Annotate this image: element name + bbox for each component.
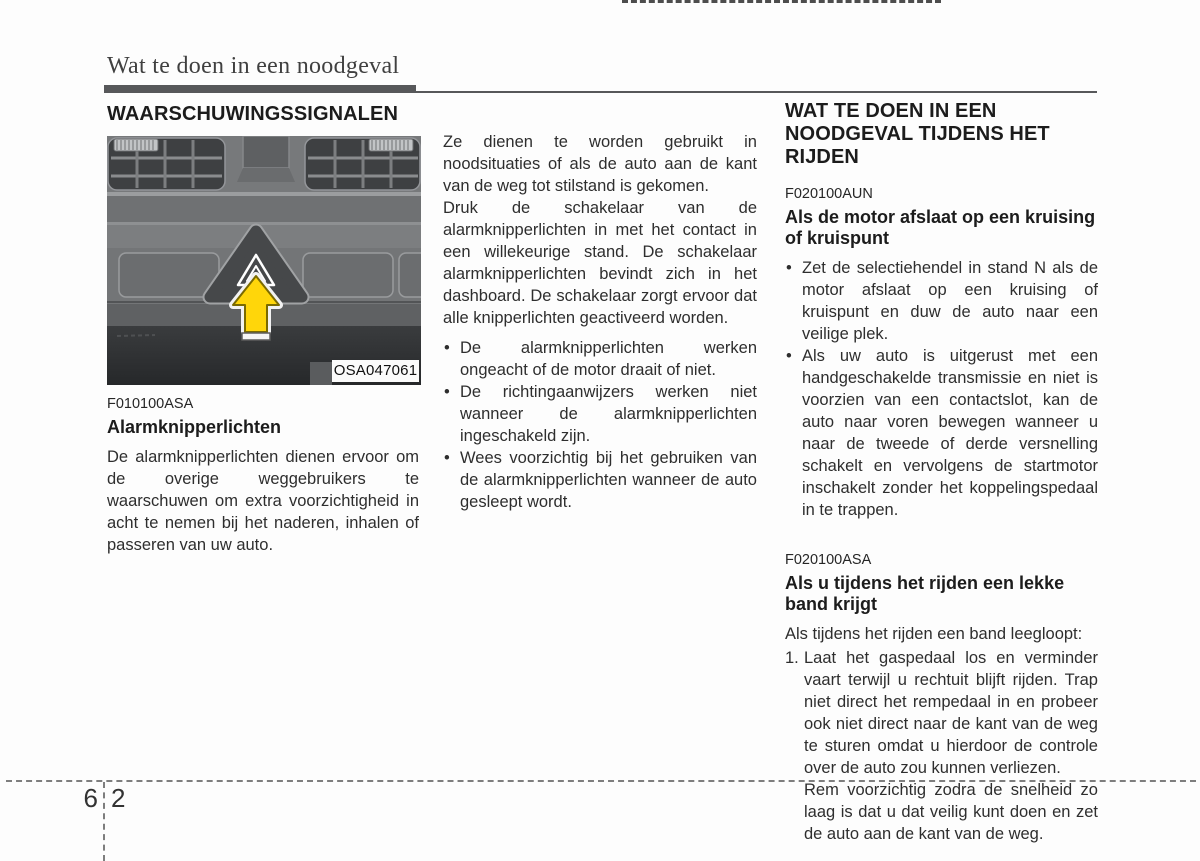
item-number: 1. xyxy=(785,649,799,667)
column-emergency-while-driving xyxy=(785,100,1098,845)
figure-code: F020100ASA xyxy=(785,552,872,568)
list-item: • De alarmknipperlichten werken ongeacht of de motor draait of niet. xyxy=(443,337,757,381)
list-item: • Als uw auto is uitgerust met een handgeschakelde transmissie en niet is voorzien van een contactslot, kan de auto naar voren bewegen wanneer u naar de tweede of derde versnelling schakelt en vervolgens de startmotor inschakelt zonder het koppelingspedaal in te trappen. xyxy=(785,345,1098,521)
page-number: 2 xyxy=(111,783,126,813)
left-air-vent-icon xyxy=(108,138,225,190)
list-item: • Zet de selectiehendel in stand N als de motor afslaat op een kruising of kruispunt en duw de auto naar een veilige plek. xyxy=(785,257,1098,345)
paragraph: Laat het gaspedaal los en verminder vaart terwijl u rechtuit blijft rijden. Trap niet direct het rempedaal in en probeer ook niet direct naar de kant van de weg te sturen omdat u hierdoor de controle over de auto zou kunnen verliezen. xyxy=(804,649,1098,777)
section-title-waarschuwingssignalen: WAARSCHUWINGSSIGNALEN xyxy=(107,103,398,125)
list-item: • De richtingaanwijzers werken niet wanneer de alarmknipperlichten ingeschakeld zijn. xyxy=(443,381,757,447)
paragraph: Rem voorzichtig zodra de snelheid zo laag is dat u dat veilig kunt doen en zet de auto aan de kant van de weg. xyxy=(804,781,1098,843)
dashboard-photo-art xyxy=(107,136,421,385)
right-air-vent-icon xyxy=(305,138,420,190)
numbered-item xyxy=(785,647,1098,845)
bullet-list xyxy=(443,337,757,513)
running-header-title: Wat te doen in een noodgeval xyxy=(107,53,400,79)
section-title-noodgeval-tijdens-rijden: WAT TE DOEN IN EEN NOODGEVAL TIJDENS HET RIJDEN xyxy=(785,100,1050,168)
figure-code: F010100ASA xyxy=(107,396,194,412)
footer-vertical-dashed-line xyxy=(103,782,105,861)
heading-alarmknipperlichten: Alarmknipperlichten xyxy=(107,417,282,437)
bottom-crop-dashed-line xyxy=(6,780,1196,782)
heading-motor-afslaat: Als de motor afslaat op een kruising of kruispunt xyxy=(785,207,1096,248)
paragraph: Druk de schakelaar van de alarmknipperlichten in met het contact in een willekeurige stand. De schakelaar alarmknipperlichten bevindt zich in het dashboard. De schakelaar zorgt ervoor dat alle knipperlichten geactiveerd worden. xyxy=(443,199,757,327)
list-item: • Wees voorzichtig bij het gebruiken van de alarmknipperlichten wanneer de auto gesleept wordt. xyxy=(443,447,757,513)
dashboard-photo xyxy=(107,136,421,385)
paragraph: Ze dienen te worden gebruikt in noodsituaties of als de auto aan de kant van de weg tot stilstand is gekomen. xyxy=(443,133,757,195)
column-middle xyxy=(443,131,757,513)
item-body xyxy=(804,647,1098,845)
column-warning-signals xyxy=(107,103,419,556)
top-crop-dashed-line xyxy=(622,0,941,3)
figure-code: F020100AUN xyxy=(785,186,873,202)
bullet-list xyxy=(785,257,1098,521)
paragraph: De alarmknipperlichten dienen ervoor om de overige weggebruikers te waarschuwen om extra voorzichtigheid in acht te nemen bij het naderen, inhalen of passeren van uw auto. xyxy=(107,448,419,554)
center-console-stub xyxy=(237,136,295,182)
photo-reference-label: OSA047061 xyxy=(332,360,419,382)
heading-lekke-band: Als u tijdens het rijden een lekke band krijgt xyxy=(785,573,1065,614)
intro-line: Als tijdens het rijden een band leegloopt: xyxy=(785,625,1083,643)
chapter-number: 6 xyxy=(83,783,98,813)
header-rule-line xyxy=(104,91,1097,93)
